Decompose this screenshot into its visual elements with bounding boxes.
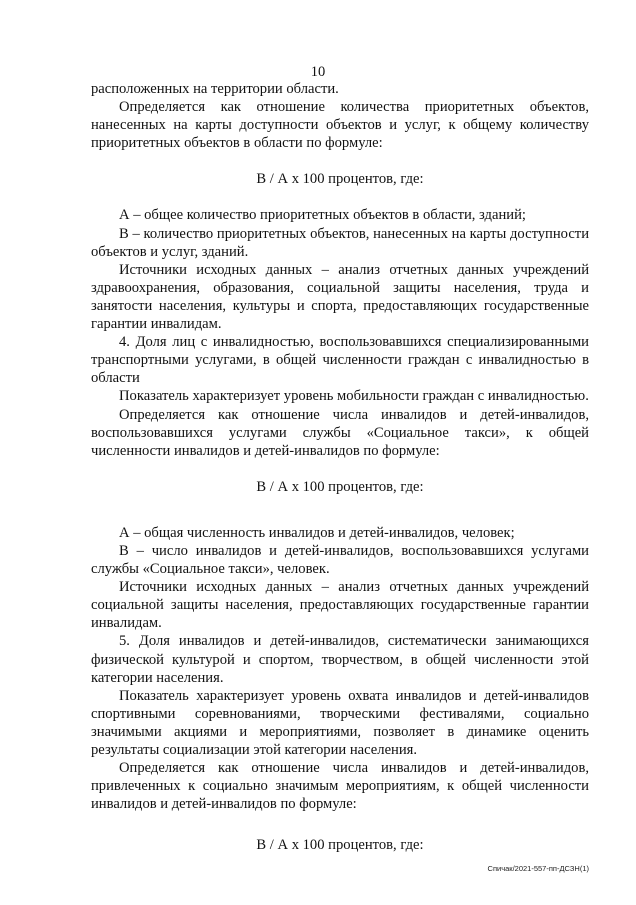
formula: В / А х 100 процентов, где: — [256, 478, 424, 495]
paragraph: 4. Доля лиц с инвалидностью, воспользовавшихся специализированными транспортными услугами, в общей численности граждан с инвалидностью в области — [91, 334, 589, 387]
paragraph: Показатель характеризует уровень охвата инвалидов и детей-инвалидов спортивными соревнованиями, творческими фестивалями, социально значимыми акциями и мероприятиями, позволяет в динамике оценить результаты социализации этой категории населения. — [91, 687, 589, 758]
page-number: 10 — [310, 64, 326, 80]
paragraph: Источники исходных данных – анализ отчетных данных учреждений здравоохранения, образования, социальной защиты населения, труда и занятости населения, культуры и спорта, предоставляющих государственные гарантии инвалидам. — [91, 261, 589, 333]
footer-document-code: Спичак/2021-557-пп-ДСЗН(1) — [487, 864, 589, 873]
formula: В / А х 100 процентов, где: — [256, 171, 424, 188]
paragraph: расположенных на территории области. — [91, 81, 339, 97]
paragraph: Показатель характеризует уровень мобильности граждан с инвалидностью. — [119, 388, 589, 405]
paragraph: А – общее количество приоритетных объектов в области, зданий; — [119, 207, 526, 224]
paragraph: В – число инвалидов и детей-инвалидов, воспользовавшихся услугами службы «Социальное такси», человек. — [91, 542, 589, 578]
paragraph: Определяется как отношение количества приоритетных объектов, нанесенных на карты доступности объектов и услуг, к общему количеству приоритетных объектов в области по формуле: — [91, 99, 589, 152]
paragraph: А – общая численность инвалидов и детей-инвалидов, человек; — [119, 524, 515, 541]
document-body — [91, 80, 589, 854]
paragraph: В – количество приоритетных объектов, нанесенных на карты доступности объектов и услуг, зданий. — [91, 225, 589, 260]
paragraph: Источники исходных данных – анализ отчетных данных учреждений социальной защиты населения, предоставляющих государственные гарантии инвалидам. — [91, 579, 589, 632]
paragraph: Определяется как отношение числа инвалидов и детей-инвалидов, воспользовавшихся услугами службы «Социальное такси», к общей численности инвалидов и детей-инвалидов по формуле: — [91, 406, 589, 459]
formula: В / А х 100 процентов, где: — [256, 837, 424, 854]
paragraph: 5. Доля инвалидов и детей-инвалидов, систематически занимающихся физической культурой и спортом, творчеством, в общей численности этой категории населения. — [91, 633, 589, 686]
paragraph: Определяется как отношение числа инвалидов и детей-инвалидов, привлеченных к социально значимым мероприятиям, к общей численности инвалидов и детей-инвалидов по формуле: — [91, 760, 589, 813]
